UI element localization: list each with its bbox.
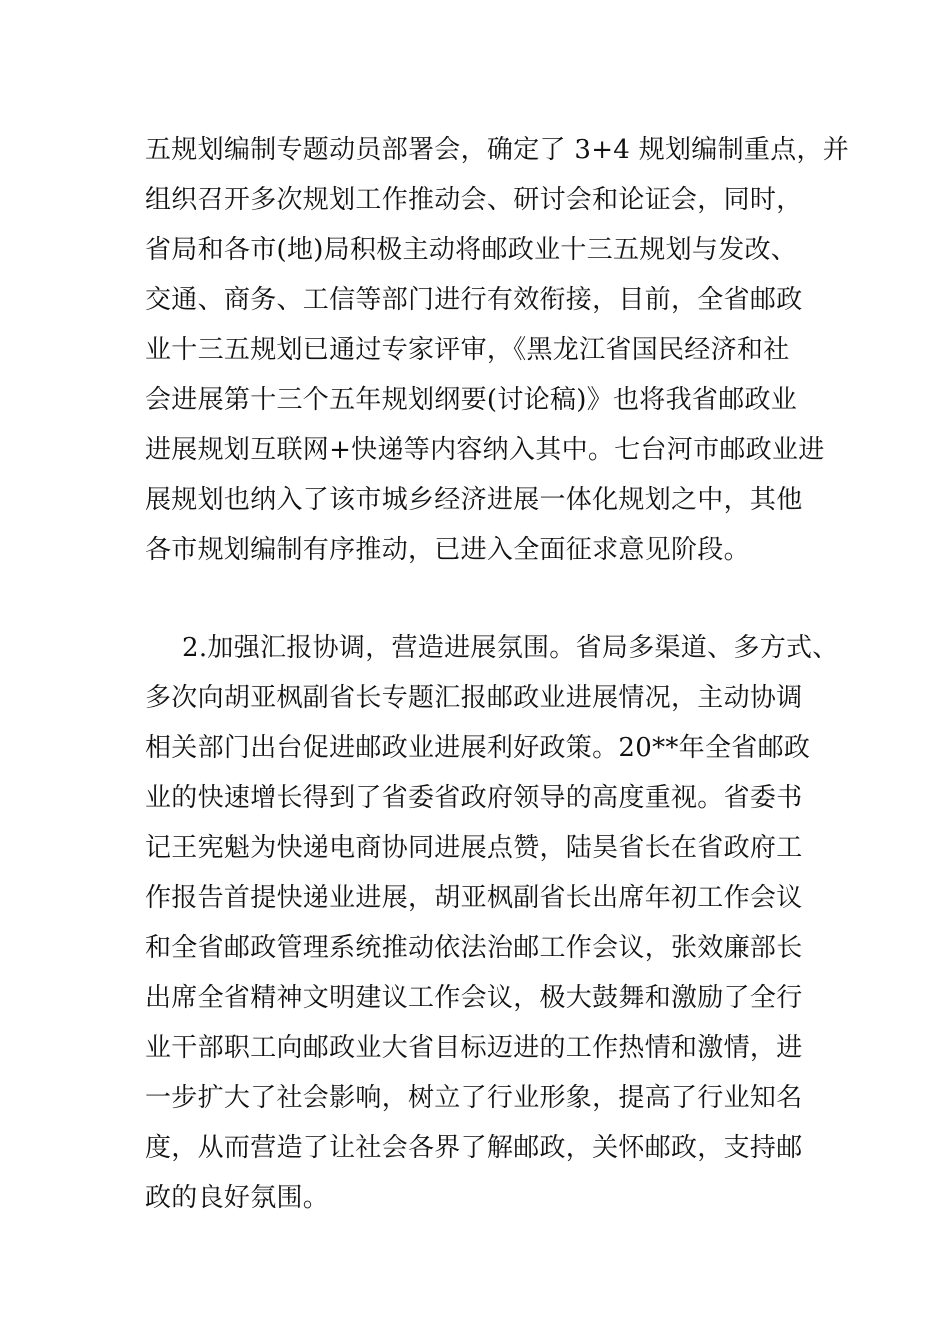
text-line: 和全省邮政管理系统推动依法治邮工作会议，张效廉部长 bbox=[145, 933, 803, 963]
text-line: 业的快速增长得到了省委省政府领导的高度重视。省委书 bbox=[145, 783, 803, 813]
text-line: 组织召开多次规划工作推动会、研讨会和论证会，同时， bbox=[145, 185, 803, 215]
text-line: 交通、商务、工信等部门进行有效衔接，目前，全省邮政 bbox=[145, 285, 803, 315]
text-line: 政的良好氛围。 bbox=[145, 1183, 330, 1213]
text-line: 业干部职工向邮政业大省目标迈进的工作热情和激情，进 bbox=[145, 1033, 803, 1063]
text-line: 省局和各市(地)局积极主动将邮政业十三五规划与发改、 bbox=[145, 235, 798, 265]
text-line: 2.加强汇报协调，营造进展氛围。省局多渠道、多方式、 bbox=[182, 633, 839, 663]
text-line: 一步扩大了社会影响，树立了行业形象，提高了行业知名 bbox=[145, 1083, 803, 1113]
text-line: 相关部门出台促进邮政业进展利好政策。20**年全省邮政 bbox=[145, 733, 811, 763]
text-line: 出席全省精神文明建议工作会议，极大鼓舞和激励了全行 bbox=[145, 983, 803, 1013]
text-line: 会进展第十三个五年规划纲要(讨论稿)》也将我省邮政业 bbox=[145, 385, 798, 415]
text-line: 作报告首提快递业进展，胡亚枫副省长出席年初工作会议 bbox=[145, 883, 803, 913]
text-line: 度，从而营造了让社会各界了解邮政，关怀邮政，支持邮 bbox=[145, 1133, 803, 1163]
text-line: 记王宪魁为快递电商协同进展点赞，陆昊省长在省政府工 bbox=[145, 833, 803, 863]
text-line: 展规划也纳入了该市城乡经济进展一体化规划之中，其他 bbox=[145, 485, 803, 515]
text-line: 多次向胡亚枫副省长专题汇报邮政业进展情况，主动协调 bbox=[145, 683, 803, 713]
text-line: 五规划编制专题动员部署会，确定了 3+4 规划编制重点，并 bbox=[145, 135, 850, 165]
text-line: 各市规划编制有序推动，已进入全面征求意见阶段。 bbox=[145, 535, 750, 565]
text-line: 进展规划互联网+快递等内容纳入其中。七台河市邮政业进 bbox=[145, 435, 825, 465]
text-line: 业十三五规划已通过专家评审，《黑龙江省国民经济和社 bbox=[145, 335, 790, 365]
